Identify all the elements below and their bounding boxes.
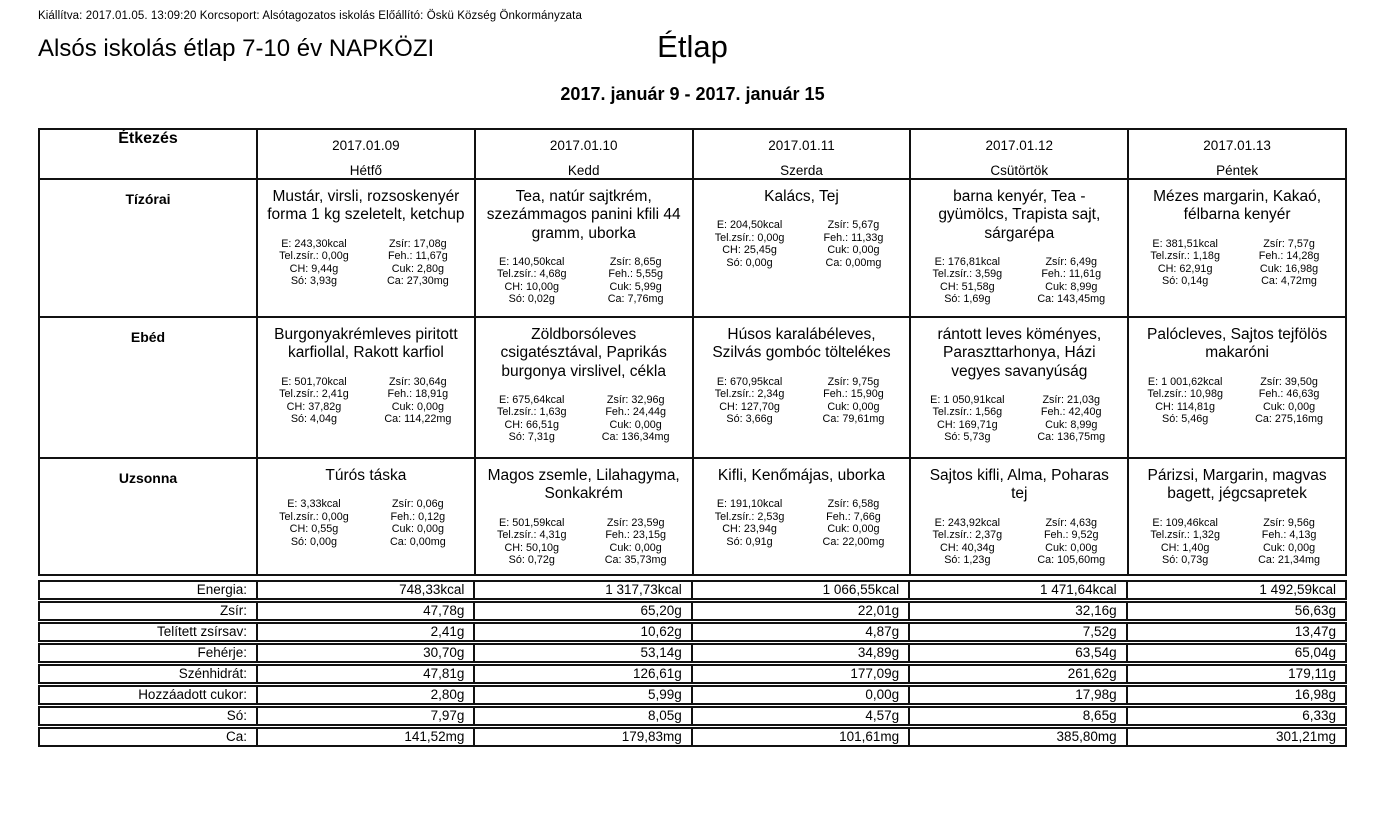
page-title: Étlap <box>657 29 728 64</box>
nutrition-value: Cuk: 0,00g <box>1262 541 1316 554</box>
nutrition-right-column <box>1237 238 1341 288</box>
nutrition-value: Tel.zsír.: 1,18g <box>1150 250 1220 263</box>
nutrition-right-column <box>802 498 906 548</box>
nutrition-value: E: 243,30kcal <box>281 237 347 250</box>
nutrition-left-column <box>915 517 1019 567</box>
summary-value: 53,14g <box>475 645 692 661</box>
nutrition-block <box>476 517 692 567</box>
nutrition-value: Só: 5,73g <box>944 431 991 444</box>
nutrition-right-column <box>366 376 470 426</box>
summary-value: 22,01g <box>693 603 910 619</box>
day-name: Kedd <box>567 163 600 178</box>
meal-row <box>39 317 1346 458</box>
summary-value: 7,52g <box>910 624 1127 640</box>
summary-row <box>38 685 1347 705</box>
nutrition-value: CH: 127,70g <box>719 400 780 413</box>
meal-title: Palócleves, Sajtos tejfölös makaróni <box>1147 326 1328 362</box>
summary-value: 65,04g <box>1294 645 1336 660</box>
summary-value: 0,00g <box>693 687 910 703</box>
nutrition-value: Feh.: 15,90g <box>823 388 884 401</box>
meal-label-cell <box>39 458 257 575</box>
nutrition-value: Zsír: 6,49g <box>1045 255 1098 268</box>
nutrition-value: Cuk: 5,99g <box>609 280 662 293</box>
nutrition-value: Zsír: 8,65g <box>609 255 662 268</box>
nutrition-right-column <box>366 238 470 288</box>
summary-row-label: Energia: <box>40 582 258 598</box>
meal-cell <box>475 317 693 458</box>
nutrition-value: Só: 4,04g <box>290 413 338 426</box>
nutrition-value: E: 1 001,62kcal <box>1147 375 1223 388</box>
summary-row <box>38 622 1347 642</box>
summary-value: 4,87g <box>693 624 910 640</box>
summary-value: 1 066,55kcal <box>693 582 910 598</box>
nutrition-right-column <box>584 517 688 567</box>
meal-title: Párizsi, Margarin, magvas bagett, jégcsapretek <box>1147 467 1327 503</box>
nutrition-value: Tel.zsír.: 4,31g <box>496 529 567 542</box>
summary-value: 1 471,64kcal <box>910 582 1127 598</box>
nutrition-value: Cuk: 16,98g <box>1259 262 1319 275</box>
nutrition-value: E: 381,51kcal <box>1152 237 1218 250</box>
summary-value: 261,62g <box>910 666 1127 682</box>
nutrition-value: Feh.: 11,61g <box>1041 268 1102 281</box>
nutrition-value: Zsír: 7,57g <box>1263 237 1315 250</box>
meal-cell <box>1128 179 1346 317</box>
meal-cell <box>1128 458 1346 575</box>
nutrition-value: CH: 114,81g <box>1155 400 1216 413</box>
day-name: Csütörtök <box>990 163 1049 178</box>
nutrition-right-column <box>1019 394 1123 444</box>
nutrition-left-column <box>698 376 802 426</box>
nutrition-value: Zsír: 6,58g <box>827 498 880 511</box>
nutrition-value: Feh.: 7,66g <box>826 510 881 523</box>
summary-row <box>38 727 1347 747</box>
summary-value: 5,99g <box>475 687 692 703</box>
summary-value: 17,98g <box>910 687 1127 703</box>
menu-document-page <box>0 10 1389 828</box>
nutrition-value: Tel.zsír.: 1,63g <box>496 406 567 419</box>
nutrition-value: Zsír: 21,03g <box>1042 393 1101 406</box>
summary-row <box>38 706 1347 726</box>
nutrition-value: Só: 3,66g <box>726 413 773 426</box>
day-header-cell <box>257 129 475 179</box>
nutrition-block <box>911 517 1127 567</box>
nutrition-left-column <box>480 517 584 567</box>
meal-cell <box>910 179 1128 317</box>
nutrition-value: Ca: 4,72mg <box>1261 275 1317 288</box>
day-date: 2017.01.10 <box>549 138 618 153</box>
nutrition-value: E: 675,64kcal <box>499 393 565 406</box>
meal-cell <box>257 179 475 317</box>
meal-cell <box>693 458 911 575</box>
summary-value: 179,83mg <box>475 729 692 745</box>
meal-title: Zöldborsóleves csigatésztával, Paprikás burgonya virslivel, cékla <box>500 326 667 380</box>
nutrition-value: Ca: 136,75mg <box>1037 431 1106 444</box>
summary-row <box>38 643 1347 663</box>
summary-row-label: Hozzáadott cukor: <box>40 687 258 703</box>
nutrition-value: Zsír: 4,63g <box>1045 516 1098 529</box>
summary-row-label: Zsír: <box>40 603 258 619</box>
nutrition-value: Ca: 21,34mg <box>1258 554 1320 567</box>
nutrition-value: Só: 3,93g <box>290 275 338 288</box>
nutrition-block <box>694 219 910 269</box>
nutrition-value: Cuk: 0,00g <box>827 523 880 536</box>
table-header-row <box>39 129 1346 179</box>
meal-title: Kifli, Kenőmájas, uborka <box>717 467 886 484</box>
nutrition-value: Cuk: 0,00g <box>391 523 444 536</box>
nutrition-block <box>258 238 474 288</box>
nutrition-right-column <box>584 256 688 306</box>
day-date: 2017.01.09 <box>332 138 400 153</box>
nutrition-left-column <box>1133 517 1237 567</box>
nutrition-value: CH: 23,94g <box>722 523 777 536</box>
issued-meta-line: Kiállítva: 2017.01.05. 13:09:20 Korcsoport: Alsótagozatos iskolás Előállító: Öskü Község Önkormányzata <box>38 10 582 22</box>
meal-title: Tea, natúr sajtkrém, szezámmagos panini kfili 44 gramm, uborka <box>486 188 681 242</box>
nutrition-value: Só: 7,31g <box>508 431 555 444</box>
nutrition-block <box>911 394 1127 444</box>
meal-cell <box>693 179 911 317</box>
summary-value: 13,47g <box>1294 624 1336 639</box>
nutrition-left-column <box>262 376 366 426</box>
summary-value: 1 492,59kcal <box>1259 582 1336 597</box>
meal-title: Mézes margarin, Kakaó, félbarna kenyér <box>1153 188 1322 224</box>
nutrition-value: CH: 50,10g <box>504 541 560 554</box>
summary-row <box>38 664 1347 684</box>
day-date: 2017.01.12 <box>985 138 1054 153</box>
nutrition-block <box>258 376 474 426</box>
meal-cell <box>1128 317 1346 458</box>
nutrition-value: CH: 10,00g <box>504 280 560 293</box>
title-row <box>0 29 1389 71</box>
nutrition-right-column <box>1019 256 1123 306</box>
day-header-cell <box>1128 129 1346 179</box>
meal-row-label: Uzsonna <box>118 470 178 486</box>
nutrition-value: Cuk: 2,80g <box>391 262 444 275</box>
nutrition-block <box>476 394 692 444</box>
summary-value: 47,78g <box>258 603 475 619</box>
nutrition-right-column <box>1019 517 1123 567</box>
nutrition-value: Tel.zsír.: 0,00g <box>279 250 349 263</box>
nutrition-value: Ca: 27,30mg <box>386 275 449 288</box>
meal-title: Kalács, Tej <box>764 188 839 205</box>
nutrition-left-column <box>915 256 1019 306</box>
nutrition-value: Feh.: 4,13g <box>1261 529 1317 542</box>
nutrition-value: E: 109,46kcal <box>1152 516 1218 529</box>
nutrition-value: Feh.: 24,44g <box>605 406 666 419</box>
nutrition-block <box>694 376 910 426</box>
nutrition-value: E: 176,81kcal <box>934 255 1001 268</box>
meal-row <box>39 179 1346 317</box>
nutrition-right-column <box>802 376 906 426</box>
summary-row-label: Só: <box>40 708 258 724</box>
meal-title: rántott leves köményes, Paraszttarhonya, Házi vegyes savanyúság <box>937 326 1102 380</box>
nutrition-value: Zsír: 9,75g <box>827 375 880 388</box>
meal-title: Burgonyakrémleves piritott karfiollal, Rakott karfiol <box>274 326 458 362</box>
summary-value: 4,57g <box>693 708 910 724</box>
nutrition-value: Ca: 0,00mg <box>389 535 446 548</box>
nutrition-value: Ca: 114,22mg <box>384 413 452 426</box>
nutrition-right-column <box>1237 376 1341 426</box>
nutrition-value: Tel.zsír.: 2,37g <box>932 529 1003 542</box>
nutrition-value: E: 3,33kcal <box>287 498 341 511</box>
nutrition-value: CH: 37,82g <box>286 400 342 413</box>
meal-title: Magos zsemle, Lilahagyma, Sonkakrém <box>487 467 680 503</box>
nutrition-value: Ca: 79,61mg <box>822 413 885 426</box>
nutrition-right-column <box>802 219 906 269</box>
day-name: Szerda <box>780 163 823 178</box>
summary-value: 141,52mg <box>258 729 475 745</box>
nutrition-value: Feh.: 14,28g <box>1258 250 1320 263</box>
summary-row <box>38 580 1347 600</box>
nutrition-value: Ca: 7,76mg <box>607 293 664 306</box>
nutrition-value: Ca: 105,60mg <box>1037 554 1106 567</box>
summary-value: 56,63g <box>1294 603 1336 618</box>
nutrition-value: Feh.: 5,55g <box>608 268 663 281</box>
nutrition-value: CH: 62,91g <box>1157 262 1213 275</box>
summary-row-label: Szénhidrát: <box>40 666 258 682</box>
summary-value: 177,09g <box>693 666 910 682</box>
nutrition-value: Feh.: 0,12g <box>390 510 446 523</box>
nutrition-value: Feh.: 42,40g <box>1040 406 1102 419</box>
meal-title: Mustár, virsli, rozsoskenyér forma 1 kg szeletelt, ketchup <box>267 188 465 224</box>
nutrition-value: Cuk: 0,00g <box>609 541 662 554</box>
day-header-cell <box>693 129 911 179</box>
summary-value: 748,33kcal <box>258 582 475 598</box>
summary-value: 8,65g <box>910 708 1127 724</box>
menu-table <box>38 128 1347 576</box>
nutrition-value: Só: 0,72g <box>508 554 555 567</box>
meal-title: Sajtos kifli, Alma, Poharas tej <box>929 467 1109 503</box>
meal-row-label: Tízórai <box>125 191 171 207</box>
summary-row-label: Fehérje: <box>40 645 258 661</box>
summary-value: 47,81g <box>258 666 475 682</box>
nutrition-block <box>1129 376 1345 426</box>
nutrition-value: Tel.zsír.: 2,34g <box>714 388 785 401</box>
summary-value: 65,20g <box>475 603 692 619</box>
nutrition-value: Feh.: 18,91g <box>387 388 449 401</box>
nutrition-value: Só: 1,69g <box>944 293 991 306</box>
summary-value: 34,89g <box>693 645 910 661</box>
nutrition-block <box>258 498 474 548</box>
meal-cell <box>475 458 693 575</box>
nutrition-value: E: 501,70kcal <box>281 375 347 388</box>
nutrition-value: Só: 1,23g <box>944 554 991 567</box>
nutrition-value: E: 1 050,91kcal <box>930 393 1005 406</box>
nutrition-value: Ca: 0,00mg <box>825 256 882 269</box>
nutrition-value: Zsír: 32,96g <box>606 393 665 406</box>
nutrition-value: Ca: 136,34mg <box>601 431 670 444</box>
nutrition-value: Cuk: 0,00g <box>609 418 662 431</box>
meal-label-cell <box>39 179 257 317</box>
day-header-cell <box>910 129 1128 179</box>
nutrition-value: Zsír: 23,59g <box>606 516 665 529</box>
nutrition-right-column <box>366 498 470 548</box>
meal-label-cell <box>39 317 257 458</box>
meal-cell <box>257 317 475 458</box>
summary-value: 179,11g <box>1288 666 1336 681</box>
day-name: Péntek <box>1216 163 1259 178</box>
nutrition-value: Feh.: 11,67g <box>387 250 448 263</box>
nutrition-value: Zsír: 17,08g <box>389 237 447 250</box>
nutrition-value: E: 204,50kcal <box>716 219 783 232</box>
summary-value: 16,98g <box>1294 687 1336 702</box>
nutrition-value: Zsír: 5,67g <box>827 219 880 232</box>
nutrition-value: Só: 0,00g <box>290 535 338 548</box>
nutrition-value: Zsír: 9,56g <box>1263 516 1315 529</box>
nutrition-value: Ca: 143,45mg <box>1037 293 1106 306</box>
nutrition-value: Zsír: 30,64g <box>389 375 447 388</box>
nutrition-value: Ca: 35,73mg <box>604 554 667 567</box>
summary-value: 6,33g <box>1302 708 1336 723</box>
nutrition-right-column <box>1237 517 1341 567</box>
date-range: 2017. január 9 - 2017. január 15 <box>560 84 825 104</box>
nutrition-value: Tel.zsír.: 0,00g <box>714 231 785 244</box>
nutrition-value: Tel.zsír.: 2,41g <box>279 388 349 401</box>
nutrition-value: CH: 1,40g <box>1160 541 1210 554</box>
nutrition-value: Tel.zsír.: 0,00g <box>279 510 349 523</box>
nutrition-value: CH: 169,71g <box>937 418 998 431</box>
nutrition-value: Feh.: 46,63g <box>1258 388 1320 401</box>
nutrition-value: Ca: 22,00mg <box>822 535 885 548</box>
nutrition-value: Ca: 275,16mg <box>1255 413 1323 426</box>
nutrition-value: CH: 40,34g <box>940 541 995 554</box>
nutrition-left-column <box>480 256 584 306</box>
day-header-cell <box>475 129 693 179</box>
nutrition-left-column <box>480 394 584 444</box>
meal-row-label: Ebéd <box>130 329 166 345</box>
nutrition-value: Zsír: 39,50g <box>1260 375 1318 388</box>
nutrition-value: Feh.: 9,52g <box>1043 529 1099 542</box>
document-title: Alsós iskolás étlap 7-10 év NAPKÖZI <box>38 35 435 62</box>
nutrition-block <box>476 256 692 306</box>
nutrition-value: Só: 0,73g <box>1162 554 1209 567</box>
summary-row <box>38 601 1347 621</box>
nutrition-value: Cuk: 0,00g <box>1262 400 1316 413</box>
nutrition-value: Cuk: 0,00g <box>827 244 880 257</box>
meal-title: Húsos karalábéleves, Szilvás gombóc töltelékes <box>712 326 891 362</box>
summary-row-label: Ca: <box>40 729 258 745</box>
day-date: 2017.01.11 <box>768 138 835 153</box>
nutrition-value: E: 140,50kcal <box>499 255 565 268</box>
summary-value: 385,80mg <box>910 729 1127 745</box>
summary-value: 10,62g <box>475 624 692 640</box>
nutrition-value: Tel.zsír.: 3,59g <box>932 268 1003 281</box>
nutrition-block <box>1129 238 1345 288</box>
nutrition-left-column <box>262 498 366 548</box>
nutrition-summary <box>38 580 1347 747</box>
nutrition-value: Cuk: 0,00g <box>391 400 444 413</box>
nutrition-value: Cuk: 0,00g <box>827 400 880 413</box>
nutrition-value: Tel.zsír.: 4,68g <box>496 268 567 281</box>
nutrition-value: Tel.zsír.: 1,56g <box>932 406 1003 419</box>
nutrition-value: E: 191,10kcal <box>716 498 783 511</box>
nutrition-right-column <box>584 394 688 444</box>
etkezes-corner-header: Étkezés <box>39 129 257 179</box>
nutrition-value: CH: 0,55g <box>289 523 339 536</box>
nutrition-block <box>694 498 910 548</box>
nutrition-value: Feh.: 23,15g <box>605 529 666 542</box>
summary-value: 32,16g <box>910 603 1127 619</box>
nutrition-value: Tel.zsír.: 2,53g <box>714 510 785 523</box>
nutrition-value: Cuk: 8,99g <box>1045 280 1098 293</box>
nutrition-value: Cuk: 8,99g <box>1045 418 1098 431</box>
nutrition-left-column <box>1133 238 1237 288</box>
nutrition-left-column <box>698 498 802 548</box>
summary-value: 101,61mg <box>693 729 910 745</box>
nutrition-left-column <box>1133 376 1237 426</box>
nutrition-value: Tel.zsír.: 1,32g <box>1150 529 1220 542</box>
meal-cell <box>693 317 911 458</box>
nutrition-value: E: 501,59kcal <box>499 516 565 529</box>
nutrition-value: Só: 0,91g <box>726 535 773 548</box>
day-name: Hétfő <box>349 163 383 178</box>
nutrition-value: Só: 0,00g <box>726 256 773 269</box>
meal-cell <box>910 458 1128 575</box>
summary-value: 30,70g <box>258 645 475 661</box>
summary-value: 63,54g <box>910 645 1127 661</box>
nutrition-value: Só: 0,02g <box>508 293 555 306</box>
day-date: 2017.01.13 <box>1203 138 1271 153</box>
nutrition-value: Tel.zsír.: 10,98g <box>1147 388 1223 401</box>
meal-title: Túrós táska <box>325 467 407 484</box>
meal-title: barna kenyér, Tea - gyümölcs, Trapista sajt, sárgarépa <box>938 188 1101 242</box>
nutrition-value: Cuk: 0,00g <box>1045 541 1098 554</box>
summary-value: 1 317,73kcal <box>475 582 692 598</box>
nutrition-left-column <box>698 219 802 269</box>
nutrition-block <box>1129 517 1345 567</box>
summary-value: 7,97g <box>258 708 475 724</box>
nutrition-value: E: 243,92kcal <box>934 516 1001 529</box>
meal-cell <box>910 317 1128 458</box>
summary-value: 2,41g <box>258 624 475 640</box>
summary-value: 301,21mg <box>1275 729 1336 744</box>
summary-value: 8,05g <box>475 708 692 724</box>
nutrition-value: CH: 25,45g <box>722 244 777 257</box>
meal-row <box>39 458 1346 575</box>
nutrition-value: Zsír: 0,06g <box>392 498 444 511</box>
summary-row-label: Telített zsírsav: <box>40 624 258 640</box>
nutrition-value: CH: 9,44g <box>289 262 339 275</box>
meal-cell <box>257 458 475 575</box>
summary-value: 2,80g <box>258 687 475 703</box>
nutrition-value: CH: 51,58g <box>940 280 995 293</box>
nutrition-block <box>911 256 1127 306</box>
nutrition-left-column <box>915 394 1019 444</box>
nutrition-value: Só: 5,46g <box>1162 413 1209 426</box>
nutrition-value: Só: 0,14g <box>1162 275 1209 288</box>
nutrition-value: E: 670,95kcal <box>716 375 783 388</box>
summary-value: 126,61g <box>475 666 692 682</box>
nutrition-value: Feh.: 11,33g <box>823 231 884 244</box>
nutrition-value: CH: 66,51g <box>504 418 560 431</box>
nutrition-left-column <box>262 238 366 288</box>
meal-cell <box>475 179 693 317</box>
